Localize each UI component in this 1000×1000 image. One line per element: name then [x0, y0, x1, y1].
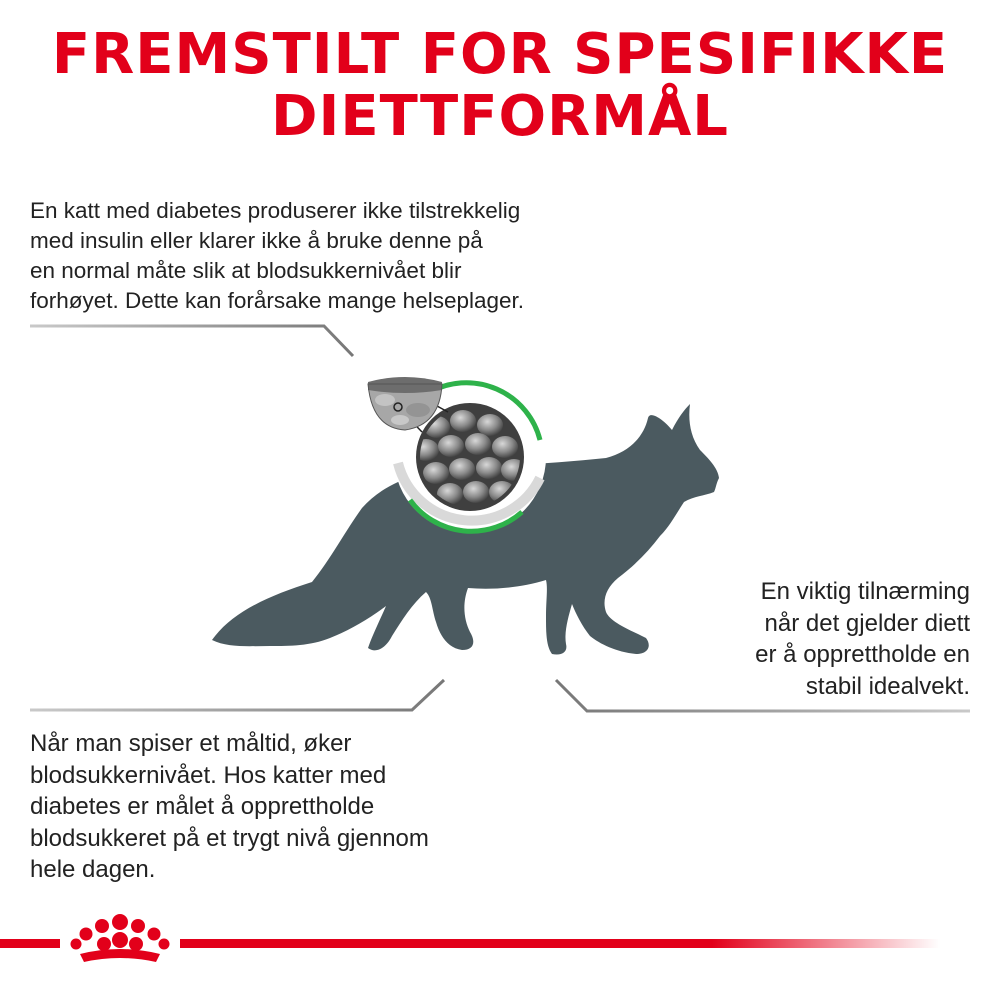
- meal-callout-line: diabetes er målet å opprettholde: [30, 793, 375, 820]
- weight-callout-line: stabil idealvekt.: [805, 672, 970, 700]
- page-title-line-2: DIETTFORMÅL: [271, 84, 729, 149]
- diabetes-callout-line: forhøyet. Dette kan forårsake mange helseplager.: [30, 288, 525, 313]
- connector-line-bottom-left: [30, 680, 444, 710]
- weight-callout-line: når det gjelder diett: [764, 609, 970, 637]
- page-title-line-1: FREMSTILT FOR SPESIFIKKE: [51, 22, 949, 87]
- brand-stripe: [180, 939, 940, 948]
- connector-line-bottom-right: [556, 680, 970, 711]
- royal-canin-crown-logo: [66, 910, 174, 972]
- meal-callout-line: hele dagen.: [30, 856, 156, 883]
- meal-callout-line: blodsukkernivået. Hos katter med: [30, 761, 387, 789]
- weight-callout-line: En viktig tilnærming: [760, 578, 970, 605]
- weight-callout-line: er å opprettholde en: [755, 641, 970, 668]
- diabetes-callout-line: en normal måte slik at blodsukkernivået blir: [30, 258, 462, 283]
- meal-callout-line: blodsukkeret på et trygt nivå gjennom: [30, 824, 429, 852]
- connector-line-top: [30, 326, 353, 356]
- meal-callout-line: Når man spiser et måltid, øker: [30, 730, 352, 757]
- diabetes-callout-line: En katt med diabetes produserer ikke tilstrekkelig: [30, 198, 521, 223]
- diabetes-callout-line: med insulin eller klarer ikke å bruke denne på: [30, 228, 483, 253]
- brand-stripe-left: [0, 939, 60, 948]
